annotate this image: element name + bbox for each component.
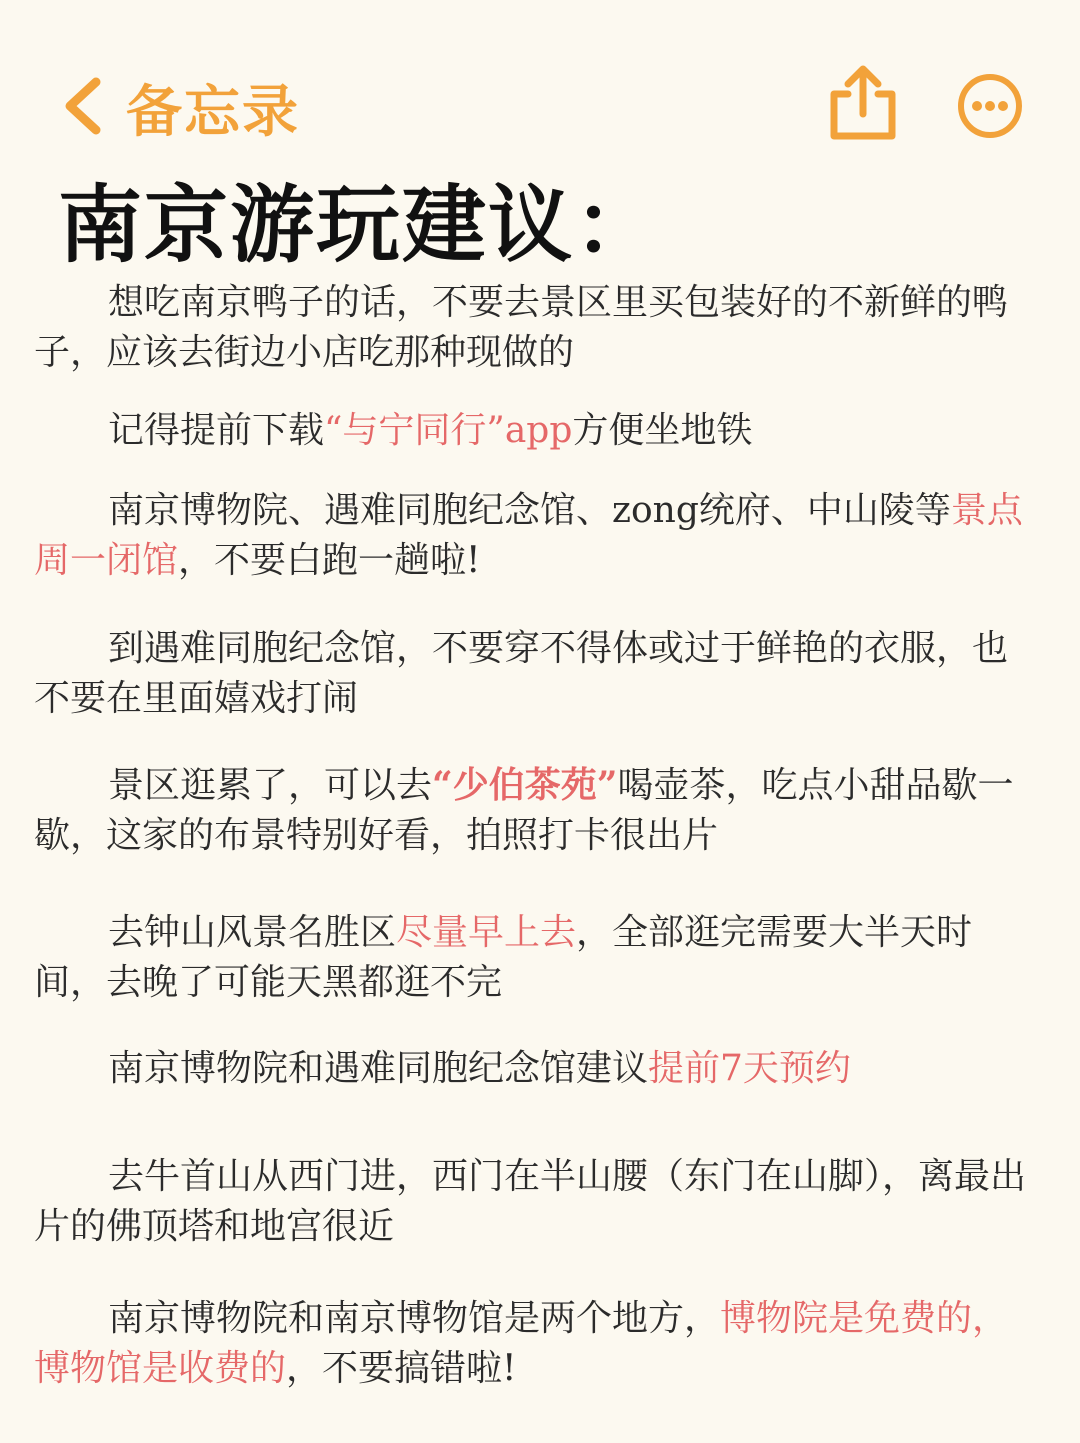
tip-highlight: 景点周一闭馆: [34, 490, 1023, 581]
chevron-left-icon: [58, 76, 104, 140]
tip-highlight: 尽量早上去: [396, 912, 577, 953]
tip-text: 景区逛累了，可以去: [108, 765, 433, 806]
tip-text: 南京博物院和遇难同胞纪念馆建议: [108, 1048, 649, 1089]
tip-highlight: 博物院是免费的，博物馆是收费的: [34, 1298, 1009, 1389]
tip-text: 方便坐地铁: [572, 410, 753, 451]
tip-paragraph: [34, 1044, 1034, 1094]
more-icon: [956, 72, 1024, 140]
more-button[interactable]: [956, 72, 1024, 140]
tip-text: 记得提前下载: [108, 410, 325, 451]
tip-paragraph: [34, 1152, 1034, 1252]
tip-text: 南京博物院和南京博物馆是两个地方，: [108, 1298, 721, 1339]
tip-highlight: “少伯茶苑”: [432, 764, 618, 806]
share-button[interactable]: [822, 62, 902, 142]
page-title: 南京游玩建议：: [58, 176, 661, 274]
tip-paragraph: [34, 1294, 1034, 1394]
tip-text: 去牛首山从西门进，西门在半山腰（东门在山脚），离最出片的佛顶塔和地宫很近: [34, 1156, 1027, 1247]
back-button[interactable]: [58, 68, 300, 148]
tip-text: 南京博物院、遇难同胞纪念馆、zong统府、中山陵等: [108, 490, 951, 531]
tip-text: 去钟山风景名胜区: [108, 912, 397, 953]
nav-bar: [0, 0, 1080, 150]
tip-paragraph: [34, 908, 1034, 1008]
tip-text: ，全部逛完需要大半天时间，去晚了可能天黑都逛不完: [34, 912, 973, 1003]
tip-text: ，不要白跑一趟啦!: [178, 540, 481, 581]
share-icon: [822, 62, 902, 142]
tip-paragraph: [34, 486, 1034, 586]
tip-highlight: 提前7天预约: [648, 1048, 851, 1089]
tip-text: ，不要搞错啦!: [286, 1348, 517, 1389]
tip-paragraph: [34, 278, 1034, 378]
tip-text: 到遇难同胞纪念馆，不要穿不得体或过于鲜艳的衣服，也不要在里面嬉戏打闹: [34, 628, 1009, 719]
tip-paragraph: [34, 406, 1034, 456]
tip-text: 喝壶茶，吃点小甜品歇一歇，这家的布景特别好看，拍照打卡很出片: [34, 765, 1014, 856]
tip-paragraph: [34, 760, 1034, 861]
tip-text: 想吃南京鸭子的话，不要去景区里买包装好的不新鲜的鸭子，应该去街边小店吃那种现做的: [34, 282, 1009, 373]
back-label: 备忘录: [126, 80, 300, 145]
tip-paragraph: [34, 624, 1034, 724]
tip-highlight: “与宁同行”app: [324, 410, 573, 451]
